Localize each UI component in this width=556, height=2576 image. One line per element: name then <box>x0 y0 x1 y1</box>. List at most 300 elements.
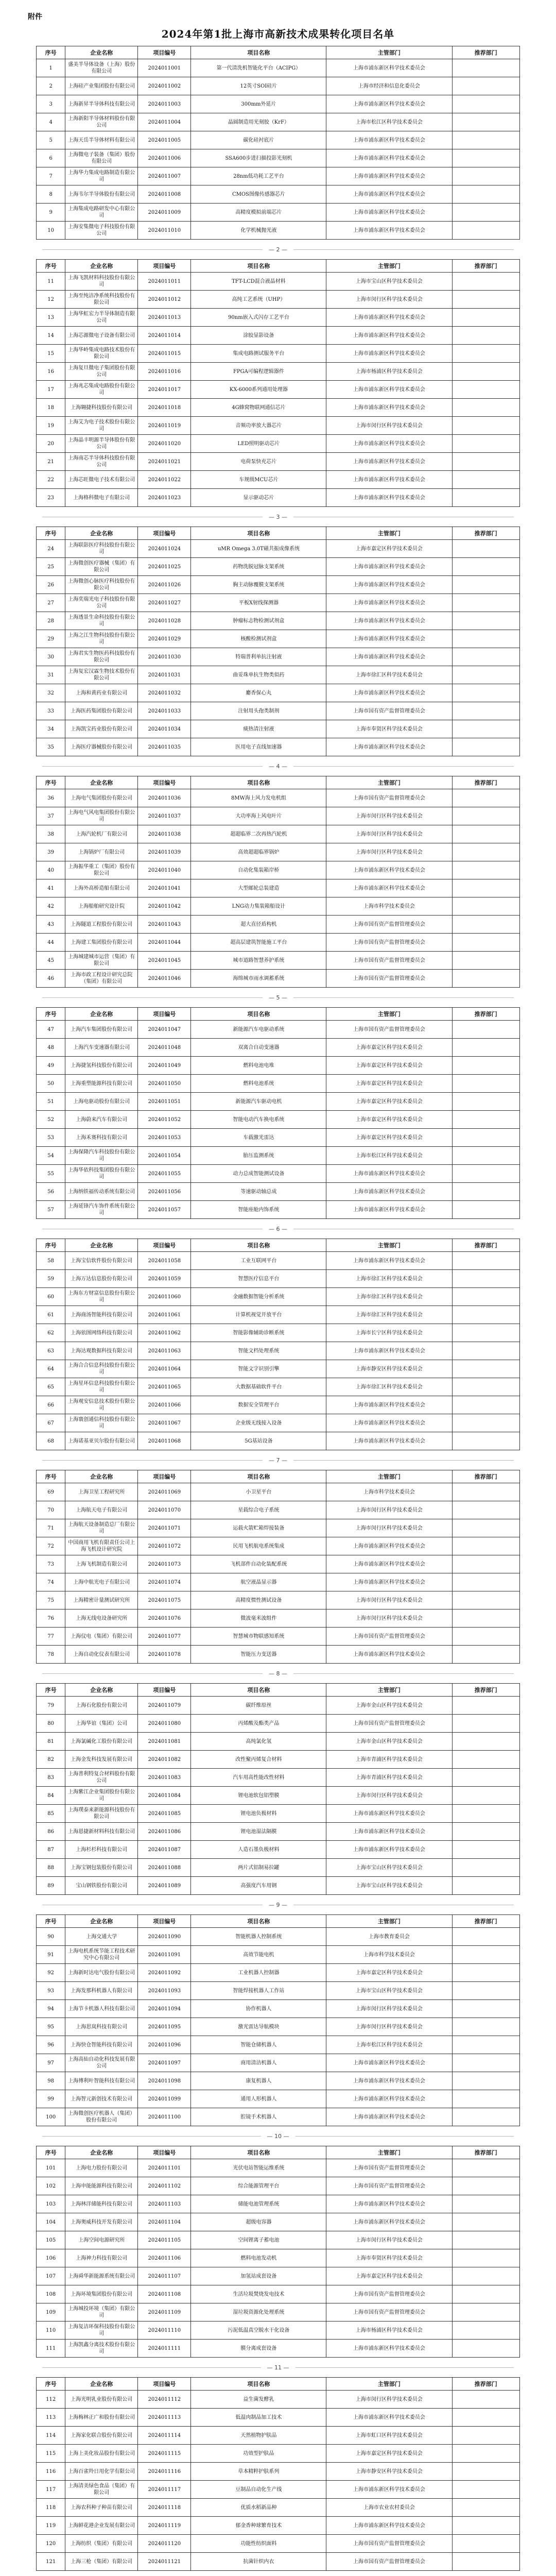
table-cell <box>452 1751 519 1769</box>
table-cell <box>452 1982 519 2000</box>
table-cell: 上海建工集团股份有限公司 <box>65 934 138 952</box>
table-cell: 上海梅林正广和股份有限公司 <box>65 2409 138 2427</box>
table-cell <box>452 2340 519 2358</box>
table-cell <box>452 59 519 77</box>
table-row <box>37 273 520 291</box>
table-cell: 2024011084 <box>138 1787 191 1805</box>
table-cell: 2024011068 <box>138 1432 191 1450</box>
table-cell: 上海市青浦区科学技术委员会 <box>326 1751 452 1769</box>
table-cell: 上海市嘉定区科学技术委员会 <box>326 1964 452 1982</box>
table-cell: 上海金发科技发展有限公司 <box>65 1751 138 1769</box>
table-cell: 上海市国有资产监督管理委员会 <box>326 702 452 720</box>
table-cell: 上海市国有资产监督管理委员会 <box>326 952 452 970</box>
table-cell: 上海市浦东新区科学技术委员会 <box>326 435 452 453</box>
table-cell: 上海市闵行区科学技术委员会 <box>326 2000 452 2018</box>
column-header: 项目名称 <box>191 1008 326 1021</box>
table-cell: 76 <box>37 1609 65 1628</box>
table-cell: 25 <box>37 558 65 576</box>
table-row <box>37 952 520 970</box>
table-row <box>37 1093 520 1111</box>
table-cell <box>452 2535 519 2553</box>
table-cell: 2024011113 <box>138 2409 191 2427</box>
table-cell: 上海市国有资产监督管理委员会 <box>326 934 452 952</box>
table-cell: 2024011111 <box>138 2340 191 2358</box>
table-cell: 上海市科学技术委员会 <box>326 897 452 916</box>
table-cell: 上海市闵行区科学技术委员会 <box>326 417 452 435</box>
table-row <box>37 222 520 240</box>
table-cell: 109 <box>37 2303 65 2321</box>
table-cell: 2024011075 <box>138 1591 191 1609</box>
table-header-row <box>37 1239 520 1252</box>
column-header: 主管部门 <box>326 776 452 789</box>
table-cell: 上海石化股份有限公司 <box>65 1697 138 1715</box>
table-cell: 上海保隆汽车科技股份有限公司 <box>65 1147 138 1165</box>
table-cell <box>452 1877 519 1895</box>
table-cell: 5 <box>37 131 65 149</box>
table-cell: 3 <box>37 95 65 113</box>
table-cell: 2024011094 <box>138 2000 191 2018</box>
table-cell: 上海自动化仪表有限公司 <box>65 1646 138 1664</box>
table-cell: 智能文字识别引擎 <box>191 1360 326 1378</box>
table-row <box>37 1360 520 1378</box>
table-row <box>37 738 520 756</box>
table-row <box>37 702 520 720</box>
table-row <box>37 2445 520 2463</box>
table-cell <box>452 916 519 934</box>
table-cell: 上海市嘉定区科学技术委员会 <box>326 2267 452 2285</box>
table-row <box>37 2303 520 2321</box>
table-cell: 上海高仙自动化科技发展有限公司 <box>65 2054 138 2072</box>
table-cell: 2024011045 <box>138 952 191 970</box>
table-cell: 104 <box>37 2213 65 2231</box>
table-cell: 121 <box>37 2553 65 2571</box>
table-cell: 50 <box>37 1075 65 1093</box>
project-table <box>36 776 520 988</box>
table-cell: 2024011020 <box>138 435 191 453</box>
table-cell: 上海市浦东新区科学技术委员会 <box>326 471 452 489</box>
table-cell: 上海市闵行区科学技术委员会 <box>326 843 452 861</box>
table-cell: 上海诺基亚贝尔股份有限公司 <box>65 1432 138 1450</box>
table-cell: 2024011114 <box>138 2427 191 2445</box>
table-cell <box>452 1859 519 1877</box>
table-cell: 燃料电池电堆 <box>191 1057 326 1075</box>
table-cell: 上海林洋储能科技有限公司 <box>65 2195 138 2213</box>
column-header: 项目编号 <box>138 46 191 59</box>
page-divider: — 2 — <box>36 244 520 255</box>
table-cell: 2024011093 <box>138 1982 191 2000</box>
table-cell: 上海市徐汇区科学技术委员会 <box>326 1306 452 1324</box>
table-cell: 功效型护肤品 <box>191 2445 326 2463</box>
table-cell: 上海宝钢包装股份有限公司 <box>65 1859 138 1877</box>
table-cell: 运载火箭贮箱焊接装备 <box>191 1519 326 1537</box>
table-cell: 2024011078 <box>138 1646 191 1664</box>
table-cell <box>452 612 519 630</box>
table-row <box>37 576 520 594</box>
table-cell: 自动化集装箱岸桥 <box>191 861 326 879</box>
table-row <box>37 2391 520 2409</box>
page-divider: — 10 — <box>36 2130 520 2142</box>
page-divider: — 6 — <box>36 1223 520 1234</box>
table-row <box>37 204 520 222</box>
table-cell: 智能电动汽车换电系统 <box>191 1111 326 1129</box>
column-header: 项目编号 <box>138 2378 191 2391</box>
table-row <box>37 1519 520 1537</box>
table-cell: 2024011035 <box>138 738 191 756</box>
column-header: 项目名称 <box>191 776 326 789</box>
table-cell: 42 <box>37 897 65 916</box>
table-cell: 生活垃圾焚烧发电技术 <box>191 2285 326 2303</box>
table-cell: 2024011003 <box>138 95 191 113</box>
table-cell: 93 <box>37 1982 65 2000</box>
table-cell: 18 <box>37 399 65 417</box>
table-cell: 上海汽车集团股份有限公司 <box>65 1021 138 1039</box>
table-cell: 117 <box>37 2481 65 2499</box>
table-cell: 上海市浦东新区科学技术委员会 <box>326 453 452 471</box>
table-cell: 上海市浦东新区科学技术委员会 <box>326 2195 452 2213</box>
table-row <box>37 1414 520 1432</box>
table-cell: 上海市国有资产监督管理委员会 <box>326 2177 452 2195</box>
table-cell: 上海透景生命科技股份有限公司 <box>65 612 138 630</box>
table-cell: 胎压监测系统 <box>191 1147 326 1165</box>
column-header: 推荐部门 <box>452 2146 519 2159</box>
table-cell: 智能仓储机器人 <box>191 2036 326 2054</box>
table-cell <box>452 1147 519 1165</box>
table-cell: 2024011082 <box>138 1751 191 1769</box>
table-cell: 上海市奉贤区科学技术委员会 <box>326 2249 452 2267</box>
table-cell: 上海市国有资产监督管理委员会 <box>326 789 452 807</box>
table-cell: 上海东方财富信息股份有限公司 <box>65 1288 138 1306</box>
page-divider: — 9 — <box>36 1899 520 1910</box>
table-cell: 上海市政工程设计研究总院（集团）有限公司 <box>65 970 138 988</box>
table-cell: 智能座舱内饰系统 <box>191 1201 326 1219</box>
table-cell <box>452 861 519 879</box>
table-cell: 2024011051 <box>138 1093 191 1111</box>
table-cell: 腔镜手术机器人 <box>191 2108 326 2126</box>
table-cell: 上海市浦东新区科学技术委员会 <box>326 1805 452 1823</box>
column-header: 推荐部门 <box>452 1008 519 1021</box>
table-cell: 116 <box>37 2463 65 2481</box>
document-title: 2024年第1批上海市高新技术成果转化项目名单 <box>161 28 395 40</box>
table-cell: 上海电气集团股份有限公司 <box>65 789 138 807</box>
table-cell: 上海格科微电子有限公司 <box>65 489 138 507</box>
table-cell: 34 <box>37 720 65 738</box>
table-cell: 上海市徐汇区科学技术委员会 <box>326 666 452 684</box>
table-row <box>37 2249 520 2267</box>
table-cell <box>452 540 519 558</box>
table-cell: 107 <box>37 2267 65 2285</box>
table-cell: 上海新阳半导体材料股份有限公司 <box>65 113 138 131</box>
table-cell: 90nm嵌入式闪存工艺平台 <box>191 309 326 327</box>
column-header: 项目编号 <box>138 1684 191 1697</box>
table-cell: 草本精粹护肤系列 <box>191 2463 326 2481</box>
column-header: 项目名称 <box>191 46 326 59</box>
table-cell: 上海市浦东新区科学技术委员会 <box>326 381 452 399</box>
table-cell: 上海环境集团股份有限公司 <box>65 2285 138 2303</box>
column-header: 企业名称 <box>65 776 138 789</box>
table-cell: 55 <box>37 1165 65 1183</box>
table-cell: 上海君实生物医药科技股份有限公司 <box>65 648 138 666</box>
table-cell: 膜分离成套设备 <box>191 2340 326 2358</box>
table-row <box>37 1787 520 1805</box>
table-cell: 上海市浦东新区科学技术委员会 <box>326 1396 452 1414</box>
table-cell: 上海快仓智能科技有限公司 <box>65 2036 138 2054</box>
table-cell: 电荷泵快充芯片 <box>191 453 326 471</box>
table-cell: 94 <box>37 2000 65 2018</box>
table-cell <box>452 952 519 970</box>
table-row <box>37 807 520 825</box>
table-cell: 上海市金山区科学技术委员会 <box>326 1733 452 1751</box>
table-cell: 上海市闵行区科学技术委员会 <box>326 1787 452 1805</box>
table-cell: 81 <box>37 1733 65 1751</box>
table-cell: 2024011059 <box>138 1270 191 1288</box>
table-cell <box>452 1715 519 1733</box>
table-header-row <box>37 2146 520 2159</box>
table-cell <box>452 1609 519 1628</box>
table-cell: 上海商汤智能科技有限公司 <box>65 1306 138 1324</box>
table-cell: 6 <box>37 149 65 167</box>
table-cell <box>452 630 519 648</box>
table-cell: 2024011083 <box>138 1769 191 1787</box>
table-cell: 28nm低功耗工艺平台 <box>191 167 326 185</box>
table-cell: 2024011086 <box>138 1823 191 1841</box>
table-cell: 麝香保心丸 <box>191 684 326 702</box>
table-cell: 益生菌发酵乳 <box>191 2391 326 2409</box>
table-cell: 上海市浦东新区科学技术委员会 <box>326 399 452 417</box>
table-cell: 96 <box>37 2036 65 2054</box>
project-table <box>36 1914 520 2126</box>
table-cell: 85 <box>37 1805 65 1823</box>
table-cell <box>452 399 519 417</box>
table-cell: 2024011011 <box>138 273 191 291</box>
table-cell: 2024011100 <box>138 2108 191 2126</box>
table-row <box>37 2159 520 2177</box>
table-cell: 上海市长宁区科学技术委员会 <box>326 1324 452 1342</box>
table-cell: 上海市浦东新区科学技术委员会 <box>326 345 452 363</box>
table-cell: 上海新时达电气股份有限公司 <box>65 1964 138 1982</box>
table-row <box>37 897 520 916</box>
table-cell: 上海氯碱化工股份有限公司 <box>65 1733 138 1751</box>
table-cell: 上海市嘉定区科学技术委员会 <box>326 1039 452 1057</box>
table-cell: 22 <box>37 471 65 489</box>
page-divider: — 8 — <box>36 1668 520 1679</box>
table-cell: 38 <box>37 825 65 843</box>
table-cell <box>452 1360 519 1378</box>
table-cell: 70 <box>37 1501 65 1519</box>
table-row <box>37 2481 520 2499</box>
table-cell: 上海市浦东新区科学技术委员会 <box>326 2090 452 2108</box>
table-cell: 2024011121 <box>138 2553 191 2571</box>
table-row <box>37 1039 520 1057</box>
table-cell: 超级电容器 <box>191 2213 326 2231</box>
table-cell: 上海集成电路研发中心有限公司 <box>65 204 138 222</box>
table-cell <box>452 1021 519 1039</box>
table-cell <box>452 327 519 345</box>
table-row <box>37 1165 520 1183</box>
table-cell: 上海市国有资产监督管理委员会 <box>326 1021 452 1039</box>
table-cell: 上海舜华新能源系统有限公司 <box>65 2267 138 2285</box>
table-cell: 2024011040 <box>138 861 191 879</box>
column-header: 项目编号 <box>138 1239 191 1252</box>
table-cell: 上海市松江区科学技术委员会 <box>326 2036 452 2054</box>
table-cell: 上海市浦东新区科学技术委员会 <box>326 327 452 345</box>
column-header: 序号 <box>37 1008 65 1021</box>
table-row <box>37 489 520 507</box>
table-cell: 33 <box>37 702 65 720</box>
table-cell: 2024011066 <box>138 1396 191 1414</box>
column-header: 企业名称 <box>65 1684 138 1697</box>
table-cell: 上海交通大学 <box>65 1928 138 1946</box>
column-header: 序号 <box>37 260 65 273</box>
table-cell <box>452 1964 519 1982</box>
table-row <box>37 1769 520 1787</box>
table-cell: 上海市闵行区科学技术委员会 <box>326 2391 452 2409</box>
table-cell: 上海市浦东新区科学技术委员会 <box>326 1573 452 1591</box>
table-cell: 86 <box>37 1823 65 1841</box>
table-cell <box>452 167 519 185</box>
table-cell: 2024011087 <box>138 1841 191 1859</box>
table-cell: 高精度模拟前端芯片 <box>191 204 326 222</box>
column-header: 企业名称 <box>65 1915 138 1928</box>
table-cell: 100 <box>37 2108 65 2126</box>
table-row <box>37 1111 520 1129</box>
table-cell: 上海市闵行区科学技术委员会 <box>326 1519 452 1537</box>
table-cell: 84 <box>37 1787 65 1805</box>
table-cell <box>452 2463 519 2481</box>
table-cell <box>452 185 519 204</box>
table-cell: 超超临界二次再热汽轮机 <box>191 825 326 843</box>
column-header: 项目名称 <box>191 1684 326 1697</box>
table-cell: 41 <box>37 879 65 897</box>
table-cell: 上海翱捷科技股份有限公司 <box>65 399 138 417</box>
table-cell: 上海微创医疗器械（集团）有限公司 <box>65 558 138 576</box>
table-cell: 上海市浦东新区科学技术委员会 <box>326 1252 452 1270</box>
table-cell: 上海市浦东新区科学技术委员会 <box>326 738 452 756</box>
table-cell: 上海卫星工程研究所 <box>65 1483 138 1501</box>
table-cell: 2024011015 <box>138 345 191 363</box>
table-cell: 上海市国有资产监督管理委员会 <box>326 2285 452 2303</box>
table-cell <box>452 2231 519 2249</box>
table-cell: 上海蔚来汽车有限公司 <box>65 1111 138 1129</box>
table-cell: 114 <box>37 2427 65 2445</box>
table-cell: 上海市浦东新区科学技术委员会 <box>326 861 452 879</box>
column-header: 主管部门 <box>326 1239 452 1252</box>
table-cell: 49 <box>37 1057 65 1075</box>
table-cell: 1 <box>37 59 65 77</box>
table-cell: 66 <box>37 1396 65 1414</box>
attachment-label: 附件 <box>28 13 42 21</box>
table-cell: 上海城投环境（集团）有限公司 <box>65 2303 138 2321</box>
table-cell: 2024011008 <box>138 185 191 204</box>
table-cell: 优质水稻新品种 <box>191 2499 326 2517</box>
table-cell: 2024011070 <box>138 1501 191 1519</box>
table-cell: 锂电池负极材料 <box>191 1805 326 1823</box>
table-cell <box>452 2553 519 2571</box>
table-cell: 上海寰创通信科技股份有限公司 <box>65 1414 138 1432</box>
table-header-row <box>37 1684 520 1697</box>
column-header: 序号 <box>37 1915 65 1928</box>
table-cell: 飞机部件自动化装配系统 <box>191 1555 326 1573</box>
table-row <box>37 363 520 381</box>
table-cell: 118 <box>37 2499 65 2517</box>
table-cell: 上海市浦东新区科学技术委员会 <box>326 1342 452 1360</box>
table-cell: 52 <box>37 1111 65 1129</box>
table-cell <box>452 1414 519 1432</box>
table-cell: 44 <box>37 934 65 952</box>
table-cell: 上海市闵行区科学技术委员会 <box>326 2231 452 2249</box>
table-cell: 海绵城市雨水调蓄系统 <box>191 970 326 988</box>
table-cell: 上海市浦东新区科学技术委员会 <box>326 1537 452 1555</box>
table-cell: 平板X射线探测器 <box>191 594 326 612</box>
table-cell: 上海宝信软件股份有限公司 <box>65 1252 138 1270</box>
table-cell: 激光雷达导航模块 <box>191 2018 326 2036</box>
table-row <box>37 1928 520 1946</box>
table-cell: 上海振华重工（集团）股份有限公司 <box>65 861 138 879</box>
table-cell: 上海芯旺微电子技术有限公司 <box>65 471 138 489</box>
table-cell: 2024011014 <box>138 327 191 345</box>
table-cell: 数据安全管理平台 <box>191 1396 326 1414</box>
table-cell: 上海清美绿色食品（集团）有限公司 <box>65 2481 138 2499</box>
table-cell: 上海医疗器械股份有限公司 <box>65 738 138 756</box>
table-row <box>37 1946 520 1964</box>
table-cell: 计算机视觉开放平台 <box>191 1306 326 1324</box>
table-cell: 63 <box>37 1342 65 1360</box>
table-cell <box>452 1201 519 1219</box>
table-cell: 上海市浦东新区科学技术委员会 <box>326 2517 452 2535</box>
table-cell: 2024011061 <box>138 1306 191 1324</box>
table-row <box>37 113 520 131</box>
table-cell: 53 <box>37 1129 65 1147</box>
table-cell <box>452 131 519 149</box>
table-cell: 上海市闵行区科学技术委员会 <box>326 291 452 309</box>
page-divider: — 5 — <box>36 992 520 1003</box>
table-cell: 7 <box>37 167 65 185</box>
table-cell: 上海安集微电子科技股份有限公司 <box>65 222 138 240</box>
table-cell: 上海市国有资产监督管理委员会 <box>326 2303 452 2321</box>
table-cell: 上海智元新创技术有限公司 <box>65 2090 138 2108</box>
table-row <box>37 540 520 558</box>
table-cell <box>452 2267 519 2285</box>
table-cell: 上海中航光电子有限公司 <box>65 1573 138 1591</box>
table-cell: 67 <box>37 1414 65 1432</box>
table-row <box>37 2499 520 2517</box>
table-cell <box>452 1483 519 1501</box>
table-cell: 62 <box>37 1324 65 1342</box>
table-cell: 上海市宝山区科学技术委员会 <box>326 1982 452 2000</box>
table-cell: 2024011095 <box>138 2018 191 2036</box>
table-cell: 康复机器人 <box>191 2072 326 2090</box>
table-cell: 小卫星平台 <box>191 1483 326 1501</box>
project-table <box>36 1470 520 1664</box>
table-cell: 上海星环信息科技股份有限公司 <box>65 1378 138 1396</box>
table-cell: 城市道路智慧养护系统 <box>191 952 326 970</box>
table-row <box>37 1378 520 1396</box>
table-cell <box>452 345 519 363</box>
table-cell: 上海市国有资产监督管理委员会 <box>326 1715 452 1733</box>
table-cell: 智能影像辅助诊断系统 <box>191 1324 326 1342</box>
table-row <box>37 789 520 807</box>
table-row <box>37 327 520 345</box>
table-cell: 上海精密计量测试研究所 <box>65 1591 138 1609</box>
table-cell: 2024011060 <box>138 1288 191 1306</box>
project-table <box>36 1007 520 1219</box>
table-cell: 上海华岭集成电路技术股份有限公司 <box>65 345 138 363</box>
table-cell: 上海合合信息科技股份有限公司 <box>65 1360 138 1378</box>
table-cell: 航空液晶显示器 <box>191 1573 326 1591</box>
table-cell <box>452 1396 519 1414</box>
table-cell <box>452 77 519 95</box>
table-cell: 高效节能电机 <box>191 1946 326 1964</box>
table-cell: 2024011046 <box>138 970 191 988</box>
